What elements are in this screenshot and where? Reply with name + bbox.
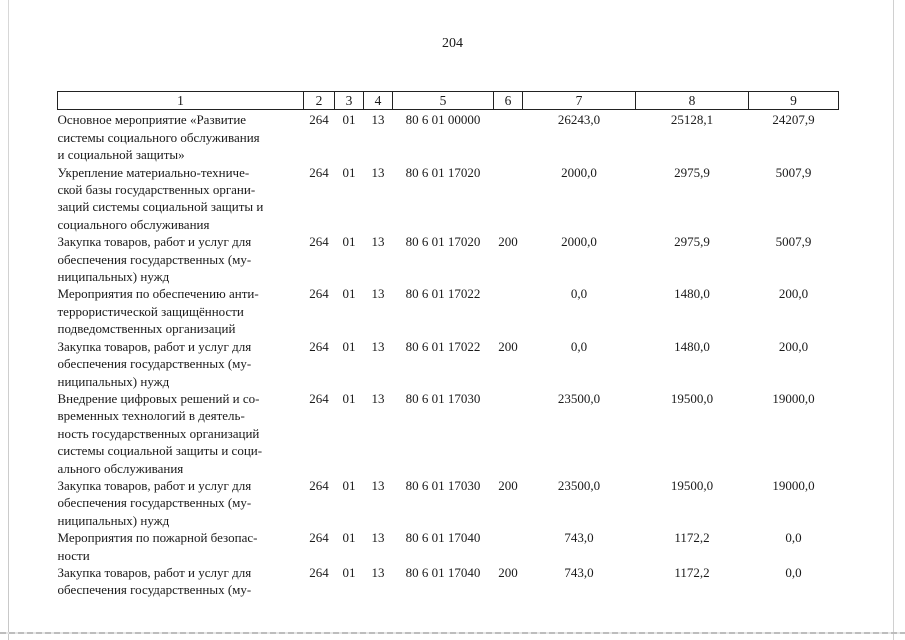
- gr-code-cell: 264: [309, 164, 329, 180]
- section-code-cell: 01: [342, 338, 356, 354]
- page-number: 204: [442, 36, 463, 51]
- amount-2023-cell: 743,0: [564, 530, 594, 546]
- subsection-code-cell: 13: [371, 390, 385, 406]
- section-code-cell: 01: [342, 234, 356, 250]
- table-row: [58, 529, 839, 564]
- row-name-cell: [58, 338, 304, 390]
- table-row: [58, 564, 839, 599]
- row-name-line: ности: [57, 547, 90, 563]
- target-article-code-cell: 80 6 01 17020: [405, 234, 481, 250]
- amount-2023-cell: 2000,0: [561, 164, 597, 180]
- row-name-line: заций системы социальной защиты и: [57, 199, 264, 215]
- gr-code-cell: 264: [309, 234, 329, 250]
- row-name-line: подведомственных организаций: [57, 321, 236, 337]
- row-name-line: ность государственных организаций: [57, 425, 260, 441]
- subsection-code-cell: 13: [371, 164, 385, 180]
- expense-type-code-cell: [494, 529, 523, 564]
- table-row: [58, 390, 839, 477]
- page-edge-right: [893, 0, 894, 640]
- row-name-cell: [58, 529, 304, 564]
- target-article-code-cell: 80 6 01 00000: [405, 112, 481, 128]
- row-name-line: ниципальных) нужд: [57, 269, 170, 285]
- expense-type-code-cell: 200: [498, 338, 518, 354]
- row-name-line: Закупка товаров, работ и услуг для: [57, 477, 252, 493]
- expense-type-code-cell: [494, 285, 523, 337]
- amount-2023-cell: 2000,0: [561, 234, 597, 250]
- amount-2025-cell: 24207,9: [772, 112, 815, 128]
- table-row: [58, 338, 839, 390]
- subsection-code-cell: 13: [371, 338, 385, 354]
- gr-code-cell: 264: [309, 286, 329, 302]
- page-edge-left: [8, 0, 9, 640]
- table-row: [58, 164, 839, 234]
- expense-type-code-cell: 200: [498, 234, 518, 250]
- page-edge-bottom: [0, 632, 905, 634]
- row-name-line: Укрепление материально-техниче-: [57, 164, 250, 180]
- amount-2024-cell: 1480,0: [674, 338, 710, 354]
- subsection-code-cell: 13: [371, 112, 385, 128]
- row-name-line: Закупка товаров, работ и услуг для: [57, 234, 252, 250]
- row-name-line: Закупка товаров, работ и услуг для: [57, 338, 252, 354]
- gr-code-cell: 264: [309, 338, 329, 354]
- subsection-code-cell: 13: [371, 286, 385, 302]
- gr-code-cell: 264: [309, 477, 329, 493]
- expense-type-code-cell: [494, 390, 523, 477]
- table-row: [58, 110, 839, 164]
- amount-2025-cell: 19000,0: [772, 390, 815, 406]
- target-article-code-cell: 80 6 01 17040: [405, 564, 481, 580]
- row-name-line: системы социальной защиты и соци-: [57, 443, 263, 459]
- target-article-code-cell: 80 6 01 17020: [405, 164, 481, 180]
- amount-2025-cell: 200,0: [778, 286, 809, 302]
- amount-2023-cell: 23500,0: [557, 390, 601, 406]
- section-code-cell: 01: [342, 286, 356, 302]
- row-name-cell: [58, 390, 304, 477]
- amount-2025-cell: 19000,0: [772, 477, 815, 493]
- column-header: 8: [636, 92, 749, 110]
- amount-2024-cell: 1480,0: [674, 286, 710, 302]
- section-code-cell: 01: [342, 164, 356, 180]
- table-row: [58, 233, 839, 285]
- row-name-line: ального обслуживания: [57, 460, 184, 476]
- row-name-line: Закупка товаров, работ и услуг для: [57, 564, 252, 580]
- amount-2023-cell: 0,0: [570, 338, 588, 354]
- column-header: 1: [58, 92, 304, 110]
- row-name-line: ниципальных) нужд: [57, 373, 170, 389]
- amount-2023-cell: 23500,0: [557, 477, 601, 493]
- row-name-cell: [58, 233, 304, 285]
- row-name-cell: [58, 110, 304, 164]
- section-code-cell: 01: [342, 564, 356, 580]
- column-header: 6: [494, 92, 523, 110]
- row-name-cell: [58, 164, 304, 234]
- amount-2024-cell: 2975,9: [674, 234, 710, 250]
- row-name-line: обеспечения государственных (му-: [57, 356, 252, 372]
- amount-2024-cell: 2975,9: [674, 164, 710, 180]
- amount-2024-cell: 19500,0: [670, 477, 714, 493]
- row-name-line: временных технологий в деятель-: [57, 408, 245, 424]
- gr-code-cell: 264: [309, 530, 329, 546]
- section-code-cell: 01: [342, 390, 356, 406]
- target-article-code-cell: 80 6 01 17030: [405, 477, 481, 493]
- amount-2025-cell: 0,0: [785, 530, 802, 546]
- row-name-line: обеспечения государственных (му-: [57, 582, 252, 598]
- row-name-cell: [58, 477, 304, 529]
- row-name-line: и социальной защиты»: [57, 147, 185, 163]
- target-article-code-cell: 80 6 01 17040: [405, 530, 481, 546]
- target-article-code-cell: 80 6 01 17022: [405, 338, 481, 354]
- gr-code-cell: 264: [309, 564, 329, 580]
- target-article-code-cell: 80 6 01 17022: [405, 286, 481, 302]
- amount-2023-cell: 26243,0: [557, 112, 601, 128]
- gr-code-cell: 264: [309, 390, 329, 406]
- row-name-line: террористической защищённости: [57, 303, 244, 319]
- budget-table: [57, 91, 839, 599]
- row-name-line: обеспечения государственных (му-: [57, 495, 252, 511]
- amount-2024-cell: 1172,2: [674, 564, 710, 580]
- amount-2025-cell: 5007,9: [775, 164, 812, 180]
- amount-2023-cell: 0,0: [570, 286, 588, 302]
- section-code-cell: 01: [342, 112, 356, 128]
- row-name-line: социального обслуживания: [57, 216, 210, 232]
- expense-type-code-cell: 200: [498, 477, 518, 493]
- amount-2024-cell: 19500,0: [670, 390, 714, 406]
- row-name-line: Мероприятия по пожарной безопас-: [57, 530, 258, 546]
- row-name-cell: [58, 285, 304, 337]
- column-header: 5: [393, 92, 494, 110]
- row-name-line: Основное мероприятие «Развитие: [57, 112, 247, 128]
- row-name-line: системы социального обслуживания: [57, 129, 260, 145]
- subsection-code-cell: 13: [371, 234, 385, 250]
- amount-2025-cell: 200,0: [778, 338, 809, 354]
- header-row: [58, 92, 839, 110]
- row-name-cell: [58, 564, 304, 599]
- gr-code-cell: 264: [309, 112, 329, 128]
- section-code-cell: 01: [342, 530, 356, 546]
- subsection-code-cell: 13: [371, 530, 385, 546]
- subsection-code-cell: 13: [371, 477, 385, 493]
- row-name-line: Мероприятия по обеспечению анти-: [57, 286, 259, 302]
- expense-type-code-cell: [494, 110, 523, 164]
- column-header: 2: [304, 92, 335, 110]
- amount-2025-cell: 5007,9: [775, 234, 812, 250]
- expense-type-code-cell: 200: [498, 564, 518, 580]
- column-header: 3: [335, 92, 364, 110]
- amount-2024-cell: 25128,1: [670, 112, 714, 128]
- target-article-code-cell: 80 6 01 17030: [405, 390, 481, 406]
- row-name-line: обеспечения государственных (му-: [57, 251, 252, 267]
- subsection-code-cell: 13: [371, 564, 385, 580]
- amount-2024-cell: 1172,2: [674, 530, 710, 546]
- column-header: 7: [523, 92, 636, 110]
- amount-2025-cell: 0,0: [785, 564, 802, 580]
- section-code-cell: 01: [342, 477, 356, 493]
- expense-type-code-cell: [494, 164, 523, 234]
- table-row: [58, 285, 839, 337]
- column-header: 9: [749, 92, 839, 110]
- row-name-line: ской базы государственных органи-: [57, 182, 256, 198]
- table-body: [58, 110, 839, 599]
- column-header: 4: [364, 92, 393, 110]
- table-row: [58, 477, 839, 529]
- row-name-line: Внедрение цифровых решений и со-: [57, 390, 260, 406]
- amount-2023-cell: 743,0: [564, 564, 594, 580]
- row-name-line: ниципальных) нужд: [57, 512, 170, 528]
